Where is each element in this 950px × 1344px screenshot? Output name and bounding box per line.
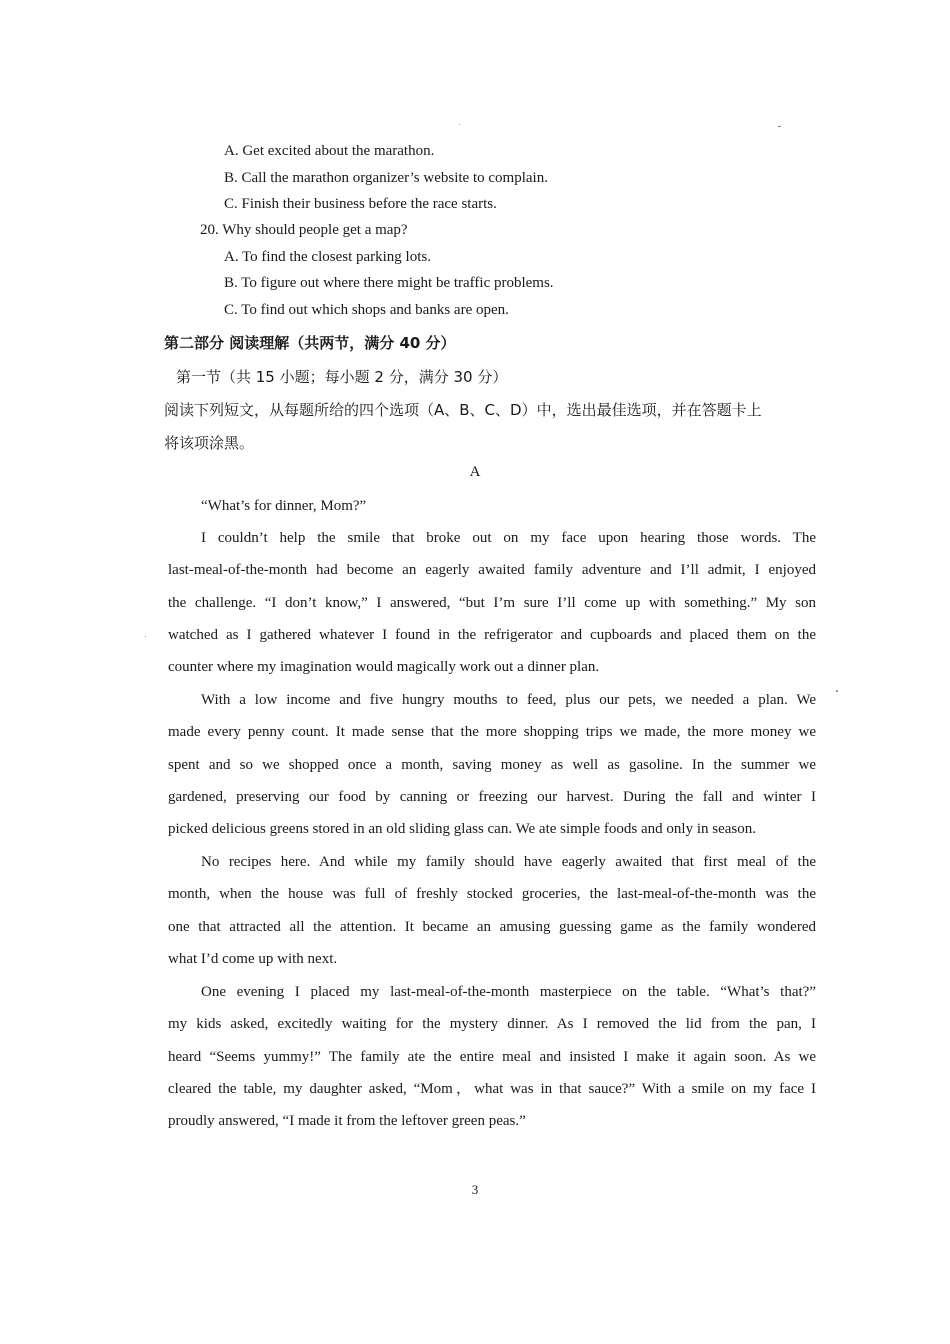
paragraph-3 <box>168 684 816 845</box>
paragraph-line: last-meal-of-the-month had become an eagerly awaited family adventure and I’ll admit, I enjoyed <box>168 562 816 579</box>
paragraph-line: watched as I gathered whatever I found in the refrigerator and cupboards and placed them on the <box>168 626 816 643</box>
q20-option-c: C. To find out which shops and banks are open. <box>224 302 509 318</box>
q19-option-a: A. Get excited about the marathon. <box>224 143 435 159</box>
paragraph-line: proudly answered, “I made it from the leftover green peas.” <box>168 1113 526 1130</box>
instruction-line-1: 阅读下列短文，从每题所给的四个选项（A、B、C、D）中，选出最佳选项，并在答题卡上 <box>164 401 762 419</box>
subsection-title: 第一节（共 15 小题；每小题 2 分，满分 30 分） <box>176 368 508 386</box>
scan-speck <box>459 124 460 125</box>
paragraph-line: counter where my imagination would magically work out a dinner plan. <box>168 659 600 676</box>
q19-option-c: C. Finish their business before the race starts. <box>224 196 497 212</box>
paragraph-line: month, when the house was full of freshly stocked groceries, the last-meal-of-the-month was the <box>168 886 816 903</box>
paragraph-5 <box>168 976 816 1137</box>
q20-option-b: B. To figure out where there might be traffic problems. <box>224 275 554 291</box>
q19-option-b: B. Call the marathon organizer’s website to complain. <box>224 170 548 186</box>
paragraph-4 <box>168 846 816 975</box>
paragraph-line: what I’d come up with next. <box>168 950 338 967</box>
page-number: 3 <box>471 1182 479 1197</box>
paragraph-line: spent and so we shopped once a month, saving money as well as gasoline. In the summer we <box>168 756 816 773</box>
passage-label: A <box>469 464 481 480</box>
paragraph-line: I couldn’t help the smile that broke out on my face upon hearing those words. The <box>201 530 816 546</box>
part-title: 第二部分 阅读理解（共两节，满分 40 分） <box>164 334 456 352</box>
paragraph-line: “What’s for dinner, Mom?” <box>201 498 367 514</box>
paragraph-line: heard “Seems yummy!” The family ate the entire meal and insisted I make it again soon. As we <box>168 1048 816 1065</box>
paragraph-line: made every penny count. It made sense that the more shopping trips we made, the more money we <box>168 724 816 741</box>
paragraph-line: cleared the table, my daughter asked, “Mom，what was in that sauce?” With a smile on my face I <box>168 1080 816 1097</box>
q20-question: 20. Why should people get a map? <box>200 222 408 238</box>
paragraph-line: one that attracted all the attention. It became an amusing guessing game as the family wondered <box>168 918 816 935</box>
scan-speck <box>778 126 781 127</box>
paragraph-2 <box>168 522 816 683</box>
instruction-line-2: 将该项涂黑。 <box>164 434 255 452</box>
paragraph-line: the challenge. “I don’t know,” I answered, “but I’m sure I’ll come up with something.” My son <box>168 594 816 611</box>
scan-speck <box>836 690 838 692</box>
paragraph-1 <box>168 490 816 522</box>
paragraph-line: picked delicious greens stored in an old sliding glass can. We ate simple foods and only in season. <box>168 821 756 838</box>
paragraph-line: No recipes here. And while my family should have eagerly awaited that first meal of the <box>201 854 816 870</box>
scan-speck <box>145 636 146 637</box>
paragraph-line: With a low income and five hungry mouths to feed, plus our pets, we needed a plan. We <box>201 692 816 708</box>
paragraph-line: my kids asked, excitedly waiting for the mystery dinner. As I removed the lid from the pan, I <box>168 1016 816 1033</box>
paragraph-line: One evening I placed my last-meal-of-the-month masterpiece on the table. “What’s that?” <box>201 984 816 1000</box>
q20-option-a: A. To find the closest parking lots. <box>224 249 431 265</box>
paragraph-line: gardened, preserving our food by canning or freezing our harvest. During the fall and winter I <box>168 788 816 805</box>
